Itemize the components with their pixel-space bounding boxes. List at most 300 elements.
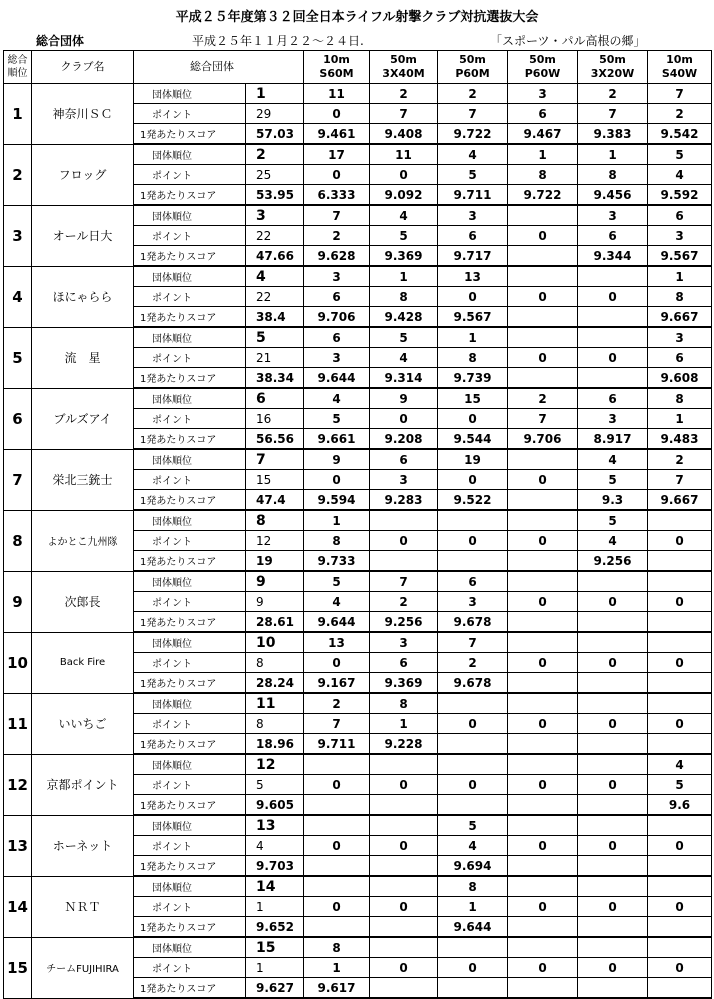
overall-value: 25 xyxy=(246,165,304,185)
event-value xyxy=(578,856,648,877)
overall-value: 15 xyxy=(246,937,304,958)
event-value: 13 xyxy=(438,266,508,287)
club-name: チームFUJIHIRA xyxy=(32,937,134,998)
event-value xyxy=(508,978,578,999)
event-value: 0 xyxy=(508,653,578,673)
event-value: 9.383 xyxy=(578,124,648,145)
overall-rank: 12 xyxy=(4,754,32,815)
event-value: 7 xyxy=(304,205,370,226)
row-label: 1発あたりスコア xyxy=(134,246,246,267)
overall-rank: 10 xyxy=(4,632,32,693)
event-value: 9.256 xyxy=(578,551,648,572)
event-value: 3 xyxy=(578,205,648,226)
event-value: 8 xyxy=(438,876,508,897)
event-value: 9.706 xyxy=(304,307,370,328)
overall-value: 15 xyxy=(246,470,304,490)
event-value: 15 xyxy=(438,388,508,409)
row-label: ポイント xyxy=(134,226,246,246)
event-value: 9.628 xyxy=(304,246,370,267)
event-value: 9.344 xyxy=(578,246,648,267)
row-label: 1発あたりスコア xyxy=(134,551,246,572)
section-label: 総合団体 xyxy=(36,34,85,48)
table-row xyxy=(4,571,712,592)
event-value: 9.711 xyxy=(304,734,370,755)
event-value: 6 xyxy=(370,653,438,673)
table-row xyxy=(4,510,712,531)
event-value: 9.722 xyxy=(438,124,508,145)
event-value: 0 xyxy=(508,897,578,917)
event-value: 3 xyxy=(438,205,508,226)
overall-rank: 1 xyxy=(4,84,32,145)
header-overall: 総合団体 xyxy=(134,51,304,84)
event-value: 8 xyxy=(648,388,712,409)
event-value xyxy=(438,510,508,531)
row-label: ポイント xyxy=(134,165,246,185)
overall-rank: 6 xyxy=(4,388,32,449)
event-value: 9.467 xyxy=(508,124,578,145)
row-label: 1発あたりスコア xyxy=(134,368,246,389)
event-value: 0 xyxy=(648,958,712,978)
row-label: 1発あたりスコア xyxy=(134,856,246,877)
event-value xyxy=(648,917,712,938)
overall-value: 11 xyxy=(246,693,304,714)
event-value: 9.483 xyxy=(648,429,712,450)
event-value: 3 xyxy=(370,470,438,490)
overall-value: 8 xyxy=(246,653,304,673)
event-value: 3 xyxy=(304,266,370,287)
overall-value: 14 xyxy=(246,876,304,897)
event-value: 1 xyxy=(508,144,578,165)
row-label: 1発あたりスコア xyxy=(134,185,246,206)
event-value xyxy=(508,673,578,694)
row-label: ポイント xyxy=(134,470,246,490)
row-label: 団体順位 xyxy=(134,205,246,226)
event-value: 4 xyxy=(304,592,370,612)
event-value: 0 xyxy=(578,287,648,307)
row-label: ポイント xyxy=(134,714,246,734)
event-value xyxy=(648,673,712,694)
event-value: 9.594 xyxy=(304,490,370,511)
event-value: 6 xyxy=(304,287,370,307)
event-value: 9.644 xyxy=(304,612,370,633)
table-row xyxy=(4,754,712,775)
event-value: 9.456 xyxy=(578,185,648,206)
event-value xyxy=(578,266,648,287)
event-value: 0 xyxy=(304,775,370,795)
event-value: 9.722 xyxy=(508,185,578,206)
overall-value: 1 xyxy=(246,84,304,104)
overall-value: 56.56 xyxy=(246,429,304,450)
event-value: 9.544 xyxy=(438,429,508,450)
club-name: ブルズアイ xyxy=(32,388,134,449)
row-label: 1発あたりスコア xyxy=(134,124,246,145)
event-value: 0 xyxy=(438,531,508,551)
event-value: 1 xyxy=(304,958,370,978)
event-value xyxy=(508,449,578,470)
event-value: 0 xyxy=(648,897,712,917)
event-value xyxy=(508,754,578,775)
overall-rank: 11 xyxy=(4,693,32,754)
event-value: 6 xyxy=(578,388,648,409)
event-value: 0 xyxy=(508,531,578,551)
event-value xyxy=(508,876,578,897)
page-title: 平成２５年度第３２回全日本ライフル射撃クラブ対抗選抜大会 xyxy=(175,10,539,25)
event-value: 5 xyxy=(370,327,438,348)
event-value xyxy=(304,917,370,938)
event-value: 7 xyxy=(438,632,508,653)
event-value: 13 xyxy=(304,632,370,653)
event-value xyxy=(304,856,370,877)
event-value: 9.092 xyxy=(370,185,438,206)
header-event: 10m S40W xyxy=(648,51,712,84)
venue: 「スポーツ・パル高根の郷」 xyxy=(490,34,646,48)
row-label: 団体順位 xyxy=(134,876,246,897)
event-value: 0 xyxy=(304,653,370,673)
event-value xyxy=(370,510,438,531)
overall-value: 1 xyxy=(246,897,304,917)
event-value: 5 xyxy=(648,775,712,795)
event-value: 9.369 xyxy=(370,246,438,267)
table-row xyxy=(4,815,712,836)
event-value: 9 xyxy=(304,449,370,470)
event-value: 9.717 xyxy=(438,246,508,267)
event-value: 7 xyxy=(648,470,712,490)
club-name: フロッグ xyxy=(32,144,134,205)
event-value: 0 xyxy=(648,592,712,612)
event-value xyxy=(578,754,648,775)
overall-value: 9.605 xyxy=(246,795,304,816)
event-value: 4 xyxy=(648,165,712,185)
header-rank: 総合 順位 xyxy=(4,51,32,84)
event-value: 6 xyxy=(648,205,712,226)
event-value: 9.314 xyxy=(370,368,438,389)
event-value: 1 xyxy=(304,510,370,531)
event-value: 7 xyxy=(370,571,438,592)
event-value: 0 xyxy=(370,409,438,429)
event-value: 8 xyxy=(370,287,438,307)
event-value: 6 xyxy=(304,327,370,348)
overall-rank: 3 xyxy=(4,205,32,266)
event-value: 9.3 xyxy=(578,490,648,511)
overall-value: 47.66 xyxy=(246,246,304,267)
event-value: 6 xyxy=(508,104,578,124)
event-value xyxy=(648,978,712,999)
event-value: 9.256 xyxy=(370,612,438,633)
row-label: ポイント xyxy=(134,287,246,307)
event-value xyxy=(578,327,648,348)
overall-value: 9 xyxy=(246,571,304,592)
event-value: 0 xyxy=(578,653,648,673)
table-row xyxy=(4,632,712,653)
table-row xyxy=(4,327,712,348)
event-value: 17 xyxy=(304,144,370,165)
club-name: 神奈川ＳＣ xyxy=(32,84,134,145)
table-row xyxy=(4,266,712,287)
event-value: 3 xyxy=(648,327,712,348)
overall-value: 57.03 xyxy=(246,124,304,145)
event-value: 0 xyxy=(508,348,578,368)
event-value xyxy=(648,632,712,653)
overall-value: 7 xyxy=(246,449,304,470)
event-value: 8.917 xyxy=(578,429,648,450)
overall-value: 16 xyxy=(246,409,304,429)
overall-value: 28.24 xyxy=(246,673,304,694)
event-value xyxy=(508,693,578,714)
event-value: 4 xyxy=(438,836,508,856)
event-value: 11 xyxy=(370,144,438,165)
event-value: 4 xyxy=(578,531,648,551)
club-name: 京都ポイント xyxy=(32,754,134,815)
event-value xyxy=(304,754,370,775)
event-value: 9.644 xyxy=(304,368,370,389)
event-value: 0 xyxy=(578,348,648,368)
overall-value: 9 xyxy=(246,592,304,612)
table-row xyxy=(4,84,712,104)
event-value xyxy=(438,795,508,816)
event-value: 7 xyxy=(438,104,508,124)
header-event: 50m P60W xyxy=(508,51,578,84)
event-value: 9.694 xyxy=(438,856,508,877)
event-value xyxy=(370,978,438,999)
event-value xyxy=(648,856,712,877)
table-row xyxy=(4,449,712,470)
event-value: 0 xyxy=(648,653,712,673)
event-value: 3 xyxy=(648,226,712,246)
event-value xyxy=(578,368,648,389)
club-name: 流 星 xyxy=(32,327,134,388)
event-value: 9.667 xyxy=(648,307,712,328)
overall-value: 10 xyxy=(246,632,304,653)
event-value: 9.711 xyxy=(438,185,508,206)
event-value: 9.408 xyxy=(370,124,438,145)
event-value: 0 xyxy=(508,836,578,856)
event-value: 9.461 xyxy=(304,124,370,145)
row-label: ポイント xyxy=(134,531,246,551)
event-value xyxy=(508,205,578,226)
header-row xyxy=(4,51,712,84)
event-value xyxy=(648,571,712,592)
table-row xyxy=(4,876,712,897)
event-value: 0 xyxy=(508,958,578,978)
event-value xyxy=(578,693,648,714)
event-value: 0 xyxy=(438,470,508,490)
row-label: 1発あたりスコア xyxy=(134,307,246,328)
event-value: 9.369 xyxy=(370,673,438,694)
overall-value: 2 xyxy=(246,144,304,165)
event-value: 9.661 xyxy=(304,429,370,450)
overall-value: 12 xyxy=(246,531,304,551)
row-label: 団体順位 xyxy=(134,144,246,165)
event-value xyxy=(508,856,578,877)
event-value xyxy=(370,876,438,897)
event-value xyxy=(438,754,508,775)
event-value: 3 xyxy=(438,592,508,612)
club-name: ほにゃらら xyxy=(32,266,134,327)
club-name: 次郎長 xyxy=(32,571,134,632)
event-value: 3 xyxy=(508,84,578,104)
event-value xyxy=(438,978,508,999)
event-value xyxy=(304,876,370,897)
event-value: 0 xyxy=(508,226,578,246)
overall-value: 18.96 xyxy=(246,734,304,755)
event-value: 3 xyxy=(370,632,438,653)
event-value xyxy=(508,612,578,633)
event-value: 8 xyxy=(648,287,712,307)
overall-value: 9.703 xyxy=(246,856,304,877)
event-value xyxy=(370,917,438,938)
overall-value: 5 xyxy=(246,327,304,348)
event-value xyxy=(508,246,578,267)
overall-value: 29 xyxy=(246,104,304,124)
event-value xyxy=(508,937,578,958)
event-dates: 平成２５年１１月２２～２４日. xyxy=(192,34,364,48)
event-value: 4 xyxy=(648,754,712,775)
event-value xyxy=(648,734,712,755)
overall-value: 38.4 xyxy=(246,307,304,328)
event-value: 9.644 xyxy=(438,917,508,938)
event-value: 0 xyxy=(370,531,438,551)
event-value xyxy=(370,795,438,816)
event-value: 0 xyxy=(438,287,508,307)
row-label: 団体順位 xyxy=(134,571,246,592)
header-event: 50m 3X40M xyxy=(370,51,438,84)
overall-rank: 13 xyxy=(4,815,32,876)
event-value xyxy=(578,673,648,694)
row-label: ポイント xyxy=(134,958,246,978)
event-value xyxy=(508,571,578,592)
event-value: 9.592 xyxy=(648,185,712,206)
event-value: 6 xyxy=(438,571,508,592)
event-value: 9.608 xyxy=(648,368,712,389)
event-value xyxy=(438,551,508,572)
event-value xyxy=(508,632,578,653)
event-value: 5 xyxy=(438,165,508,185)
overall-value: 53.95 xyxy=(246,185,304,206)
event-value: 1 xyxy=(578,144,648,165)
row-label: ポイント xyxy=(134,348,246,368)
event-value xyxy=(508,734,578,755)
event-value: 9.733 xyxy=(304,551,370,572)
event-value: 0 xyxy=(508,775,578,795)
club-name: よかとこ九州隊 xyxy=(32,510,134,571)
overall-value: 9.627 xyxy=(246,978,304,999)
event-value: 11 xyxy=(304,84,370,104)
header-event: 10m S60M xyxy=(304,51,370,84)
event-value xyxy=(370,551,438,572)
row-label: ポイント xyxy=(134,409,246,429)
club-name: オール日大 xyxy=(32,205,134,266)
event-value xyxy=(578,307,648,328)
event-value: 0 xyxy=(508,592,578,612)
event-value: 4 xyxy=(438,144,508,165)
row-label: 団体順位 xyxy=(134,815,246,836)
row-label: 1発あたりスコア xyxy=(134,978,246,999)
event-value: 0 xyxy=(578,592,648,612)
event-value: 7 xyxy=(648,84,712,104)
overall-value: 4 xyxy=(246,266,304,287)
event-value: 0 xyxy=(508,287,578,307)
row-label: ポイント xyxy=(134,897,246,917)
header-event: 50m 3X20W xyxy=(578,51,648,84)
event-value xyxy=(508,795,578,816)
event-value: 2 xyxy=(438,653,508,673)
overall-value: 1 xyxy=(246,958,304,978)
event-value: 6 xyxy=(438,226,508,246)
overall-value: 22 xyxy=(246,287,304,307)
event-value: 0 xyxy=(438,775,508,795)
event-value: 1 xyxy=(438,327,508,348)
event-value: 0 xyxy=(578,714,648,734)
event-value: 5 xyxy=(578,510,648,531)
event-value: 0 xyxy=(648,531,712,551)
row-label: 1発あたりスコア xyxy=(134,917,246,938)
overall-value: 9.652 xyxy=(246,917,304,938)
event-value: 0 xyxy=(370,165,438,185)
overall-value: 21 xyxy=(246,348,304,368)
event-value: 8 xyxy=(508,165,578,185)
overall-rank: 2 xyxy=(4,144,32,205)
overall-value: 8 xyxy=(246,510,304,531)
event-value: 5 xyxy=(304,409,370,429)
row-label: ポイント xyxy=(134,836,246,856)
event-value xyxy=(578,632,648,653)
row-label: ポイント xyxy=(134,104,246,124)
event-value: 8 xyxy=(304,937,370,958)
event-value: 8 xyxy=(578,165,648,185)
overall-value: 19 xyxy=(246,551,304,572)
event-value: 0 xyxy=(370,836,438,856)
event-value: 9.228 xyxy=(370,734,438,755)
overall-rank: 5 xyxy=(4,327,32,388)
club-name: ＮＲＴ xyxy=(32,876,134,937)
event-value: 1 xyxy=(648,409,712,429)
event-value: 9.522 xyxy=(438,490,508,511)
overall-value: 6 xyxy=(246,388,304,409)
event-value: 9.678 xyxy=(438,673,508,694)
event-value: 2 xyxy=(648,449,712,470)
event-value: 9.706 xyxy=(508,429,578,450)
header-club: クラブ名 xyxy=(32,51,134,84)
event-value: 7 xyxy=(578,104,648,124)
event-value: 0 xyxy=(304,104,370,124)
event-value: 5 xyxy=(370,226,438,246)
event-value xyxy=(578,978,648,999)
event-value: 9.567 xyxy=(648,246,712,267)
table-row xyxy=(4,937,712,958)
overall-value: 12 xyxy=(246,754,304,775)
event-value xyxy=(370,937,438,958)
row-label: 1発あたりスコア xyxy=(134,429,246,450)
event-value xyxy=(648,612,712,633)
event-value xyxy=(508,266,578,287)
overall-value: 28.61 xyxy=(246,612,304,633)
table-row xyxy=(4,388,712,409)
row-label: 1発あたりスコア xyxy=(134,490,246,511)
event-value: 0 xyxy=(578,836,648,856)
row-label: 団体順位 xyxy=(134,632,246,653)
event-value: 0 xyxy=(438,958,508,978)
event-value: 2 xyxy=(370,592,438,612)
row-label: 1発あたりスコア xyxy=(134,795,246,816)
event-value: 2 xyxy=(508,388,578,409)
row-label: 団体順位 xyxy=(134,937,246,958)
event-value: 1 xyxy=(648,266,712,287)
overall-rank: 9 xyxy=(4,571,32,632)
event-value xyxy=(508,551,578,572)
row-label: ポイント xyxy=(134,592,246,612)
event-value xyxy=(578,571,648,592)
event-value: 6 xyxy=(578,226,648,246)
